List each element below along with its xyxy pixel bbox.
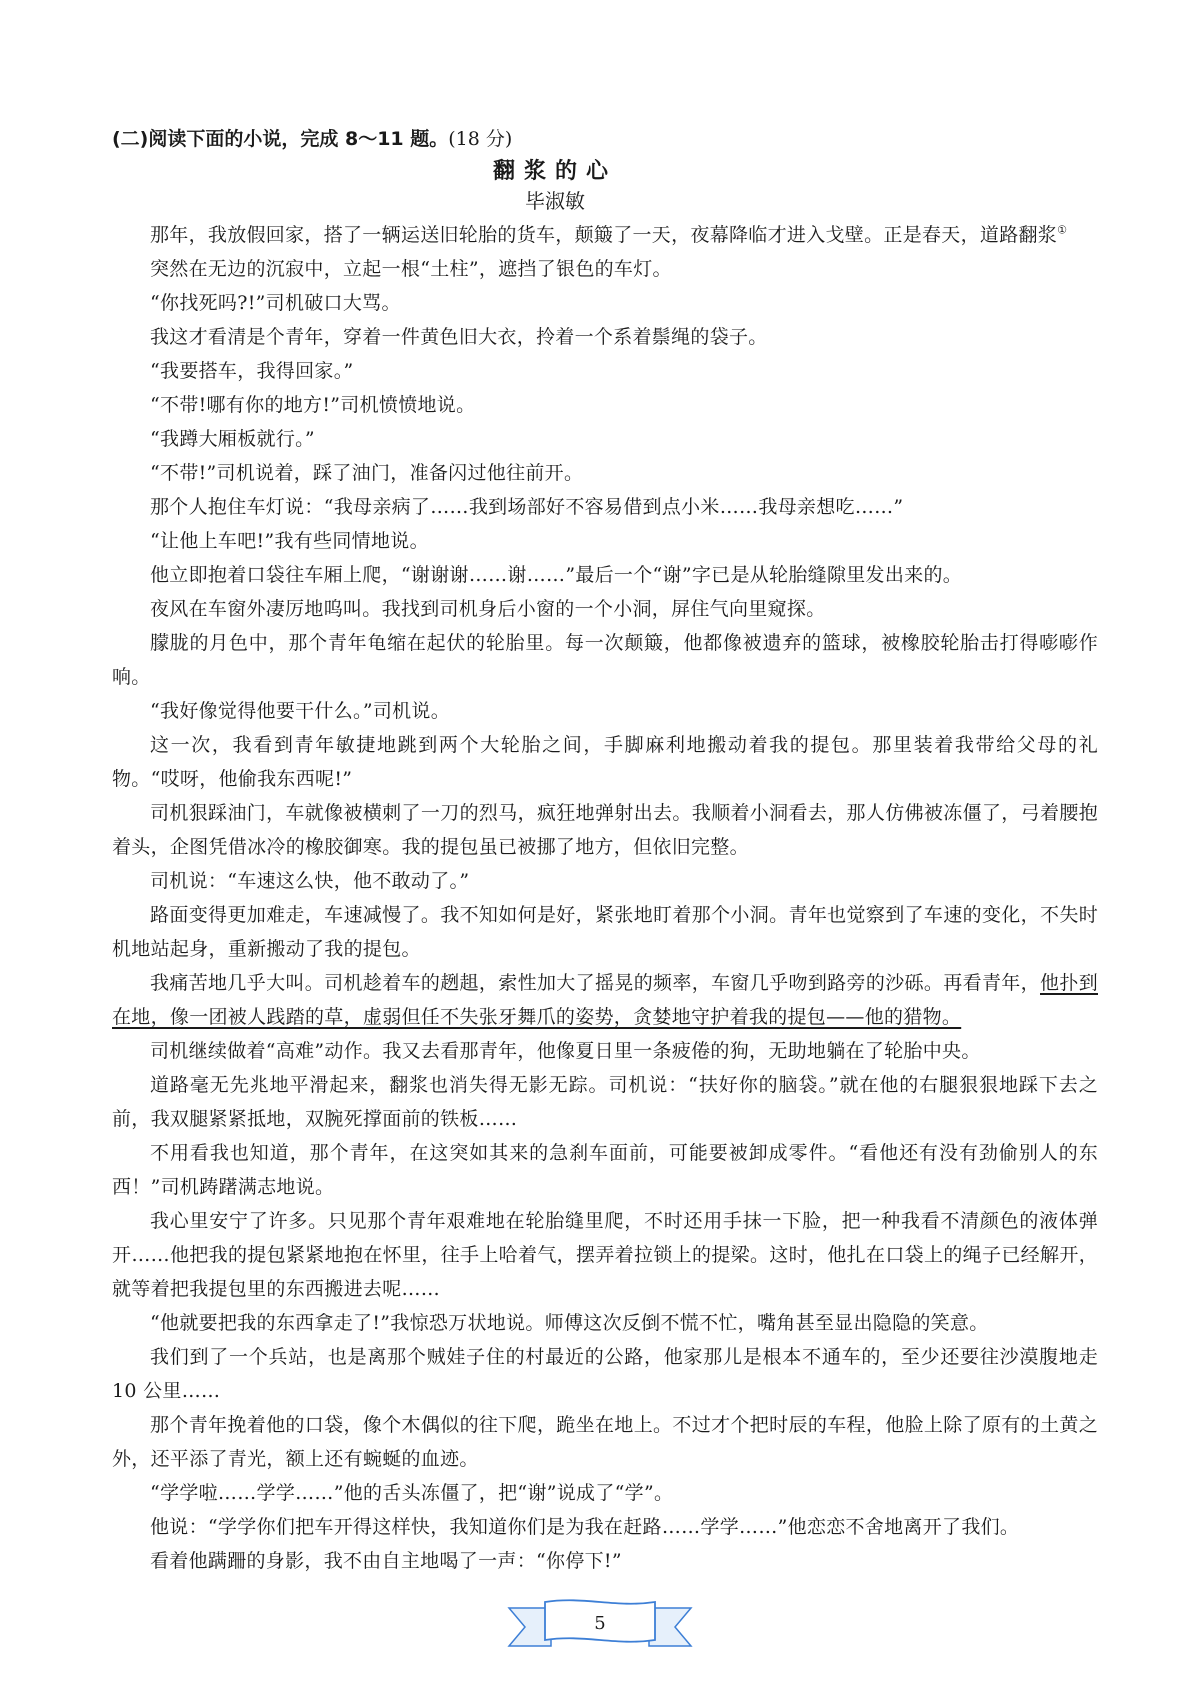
- paragraph-text: 他说：“学学你们把车开得这样快，我知道你们是为我在赶路……学学……”他恋恋不舍地离开了我们。: [150, 1516, 1020, 1538]
- story-paragraph: [112, 1204, 1098, 1306]
- section-label: (二)阅读下面的小说，完成 8～11 题。: [112, 128, 449, 150]
- story-paragraph: [112, 490, 1098, 524]
- story-paragraph: [112, 558, 1098, 592]
- story-paragraph: [112, 898, 1098, 966]
- story-paragraph: [112, 966, 1098, 1034]
- paragraph-text: 我心里安宁了许多。只见那个青年艰难地在轮胎缝里爬，不时还用手抹一下脸，把一种我看不清颜色的液体弹开……他把我的提包紧紧地抱在怀里，往手上哈着气，摆弄着拉锁上的提梁。这时，他扎在口袋上的绳子已经解开，就等着把我提包里的东西搬进去呢……: [112, 1210, 1098, 1300]
- paragraph-text: 司机说：“车速这么快，他不敢动了。”: [150, 870, 470, 892]
- paragraph-text: 他立即抱着口袋往车厢上爬，“谢谢谢……谢……”最后一个“谢”字已是从轮胎缝隙里发出来的。: [150, 564, 963, 586]
- section-heading: [112, 126, 512, 152]
- paragraph-text: “我好像觉得他要干什么。”司机说。: [150, 700, 451, 722]
- paragraph-text: 夜风在车窗外凄厉地呜叫。我找到司机身后小窗的一个小洞，屏住气向里窥探。: [150, 598, 826, 620]
- underlined-sentence: 他扑到在地，像一团被人践踏的草，虚弱但任不失张牙舞爪的姿势，贪婪地守护着我的提包——他的猎物。: [112, 972, 1098, 1028]
- paragraph-text: 路面变得更加难走，车速减慢了。我不知如何是好，紧张地盯着那个小洞。青年也觉察到了车速的变化，不失时机地站起身，重新搬动了我的提包。: [112, 904, 1098, 960]
- story-paragraph: [112, 1510, 1098, 1544]
- story-paragraph: [112, 592, 1098, 626]
- story-paragraph: [112, 864, 1098, 898]
- story-paragraph: [112, 1408, 1098, 1476]
- story-paragraph: [112, 1340, 1098, 1408]
- paragraph-text: 不用看我也知道，那个青年，在这突如其来的急刹车面前，可能要被卸成零件。“看他还有没有劲偷别人的东西！”司机踌躇满志地说。: [112, 1142, 1098, 1198]
- paragraph-text: 那年，我放假回家，搭了一辆运送旧轮胎的货车，颠簸了一天，夜幕降临才进入戈壁。正是春天，道路翻浆: [150, 224, 1058, 246]
- paragraph-text: 道路毫无先兆地平滑起来，翻浆也消失得无影无踪。司机说：“扶好你的脑袋。”就在他的右腿狠狠地踩下去之前，我双腿紧紧抵地，双腕死撑面前的铁板……: [112, 1074, 1098, 1130]
- paragraph-text: “我要搭车，我得回家。”: [150, 360, 354, 382]
- story-paragraph: [112, 1306, 1098, 1340]
- paragraph-text: 那个人抱住车灯说：“我母亲病了……我到场部好不容易借到点小米……我母亲想吃……”: [150, 496, 904, 518]
- footnote-marker: ①: [1057, 223, 1068, 237]
- paragraph-text: 我痛苦地几乎大叫。司机趁着车的趔趄，索性加大了摇晃的频率，车窗几乎吻到路旁的沙砾。再看青年，: [150, 972, 1040, 994]
- story-author: 毕淑敏: [525, 189, 585, 213]
- story-paragraph: [112, 626, 1098, 694]
- story-paragraph: [112, 1476, 1098, 1510]
- paragraph-text: 司机狠踩油门，车就像被横刺了一刀的烈马，疯狂地弹射出去。我顺着小洞看去，那人仿佛被冻僵了，弓着腰抱着头，企图凭借冰冷的橡胶御寒。我的提包虽已被挪了地方，但依旧完整。: [112, 802, 1098, 858]
- paragraph-text: 司机继续做着“高难”动作。我又去看那青年，他像夏日里一条疲倦的狗，无助地躺在了轮胎中央。: [150, 1040, 981, 1062]
- paragraph-text: 那个青年挽着他的口袋，像个木偶似的往下爬，跪坐在地上。不过才个把时辰的车程，他脸上除了原有的土黄之外，还平添了青光，额上还有蜿蜒的血迹。: [112, 1414, 1098, 1470]
- story-paragraph: [112, 354, 1098, 388]
- story-paragraph: [112, 1068, 1098, 1136]
- paragraph-text: “我蹲大厢板就行。”: [150, 428, 315, 450]
- story-paragraph: [112, 1544, 1098, 1578]
- paragraph-text: 我们到了一个兵站，也是离那个贼娃子住的村最近的公路，他家那儿是根本不通车的，至少还要往沙漠腹地走 10 公里……: [112, 1346, 1098, 1402]
- story-body: [112, 218, 1098, 1578]
- page-number: 5: [594, 1613, 606, 1634]
- story-paragraph: [112, 422, 1098, 456]
- paragraph-text: 这一次，我看到青年敏捷地跳到两个大轮胎之间，手脚麻利地搬动着我的提包。那里装着我带给父母的礼物。“哎呀，他偷我东西呢!”: [112, 734, 1098, 790]
- story-paragraph: [112, 456, 1098, 490]
- paragraph-text: 我这才看清是个青年，穿着一件黄色旧大衣，拎着一个系着鬃绳的袋子。: [150, 326, 768, 348]
- story-paragraph: [112, 1034, 1098, 1068]
- paragraph-text: 突然在无边的沉寂中，立起一根“土柱”，遮挡了银色的车灯。: [150, 258, 672, 280]
- story-paragraph: [112, 1136, 1098, 1204]
- section-score: (18 分): [448, 128, 513, 150]
- story-paragraph: [112, 524, 1098, 558]
- story-paragraph: [112, 694, 1098, 728]
- paragraph-text: “他就要把我的东西拿走了!”我惊恐万状地说。师傅这次反倒不慌不忙，嘴角甚至显出隐隐的笑意。: [150, 1312, 989, 1334]
- paragraph-text: 朦胧的月色中，那个青年龟缩在起伏的轮胎里。每一次颠簸，他都像被遗弃的篮球，被橡胶轮胎击打得嘭嘭作响。: [112, 632, 1098, 688]
- story-paragraph: [112, 728, 1098, 796]
- paragraph-text: “不带!”司机说着，踩了油门，准备闪过他往前开。: [150, 462, 584, 484]
- paragraph-text: “让他上车吧!”我有些同情地说。: [150, 530, 429, 552]
- story-paragraph: [112, 218, 1098, 252]
- story-paragraph: [112, 286, 1098, 320]
- paragraph-text: 看着他蹒跚的身影，我不由自主地喝了一声：“你停下!”: [150, 1550, 622, 1572]
- story-paragraph: [112, 388, 1098, 422]
- page-footer: [505, 1594, 695, 1658]
- paragraph-text: “你找死吗?!”司机破口大骂。: [150, 292, 401, 314]
- story-paragraph: [112, 320, 1098, 354]
- story-paragraph: [112, 796, 1098, 864]
- story-paragraph: [112, 252, 1098, 286]
- story-title: 翻浆的心: [492, 159, 617, 184]
- paragraph-text: “学学啦……学学……”他的舌头冻僵了，把“谢”说成了“学”。: [150, 1482, 674, 1504]
- paragraph-text: “不带!哪有你的地方!”司机愤愤地说。: [150, 394, 476, 416]
